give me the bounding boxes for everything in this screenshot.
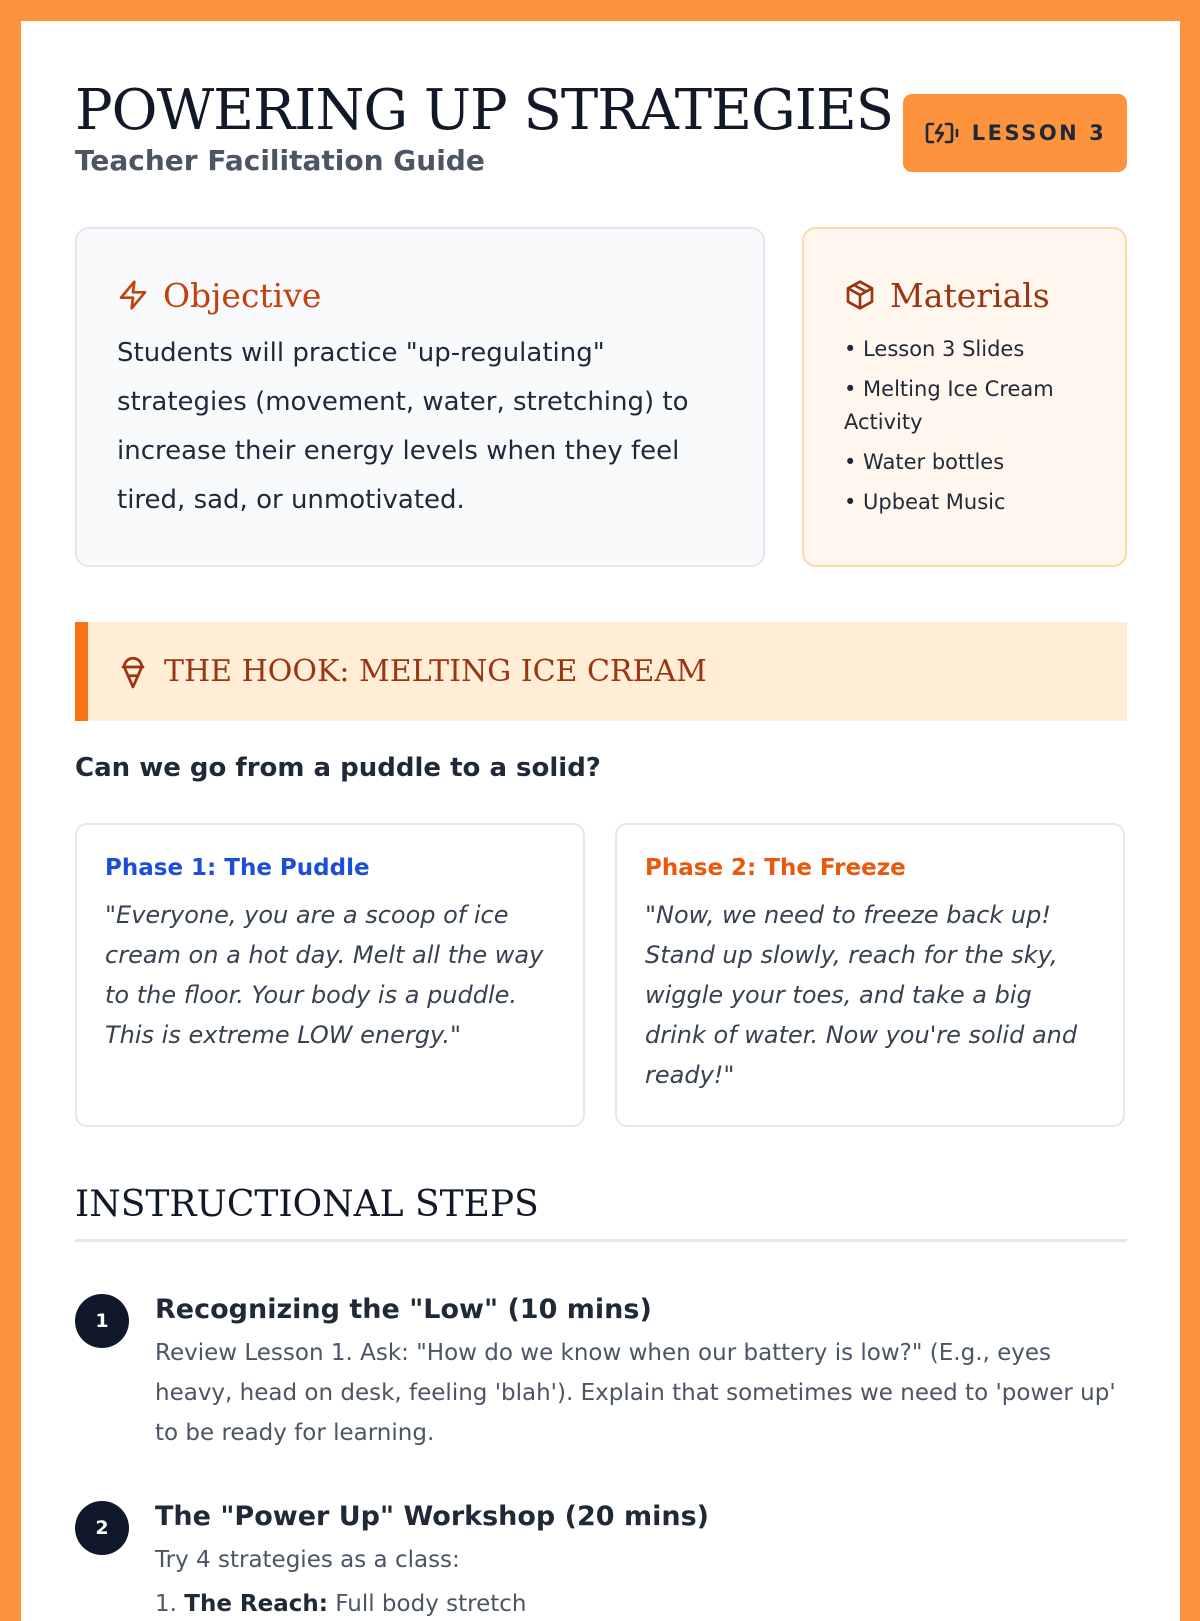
materials-item: • Melting Ice Cream Activity xyxy=(844,377,1054,434)
lesson-page xyxy=(21,21,1180,1621)
step-body xyxy=(155,1291,1127,1453)
materials-item: • Water bottles xyxy=(844,450,1005,474)
objective-text: Students will practice "up-regulating" strategies (movement, water, stretching) to increase their energy levels when they feel tired, sad, or unmotivated. xyxy=(117,338,689,515)
hook-heading: THE HOOK: MELTING ICE CREAM xyxy=(164,654,707,689)
page-title: POWERING UP STRATEGIES xyxy=(75,78,894,143)
lightning-icon xyxy=(117,279,149,311)
phase-quote: "Everyone, you are a scoop of ice cream on a hot day. Melt all the way to the floor. Your body is a puddle. This is extreme LOW energy." xyxy=(105,901,544,1049)
strategy-line xyxy=(155,1584,1127,1621)
lesson-badge-label: LESSON 3 xyxy=(971,121,1107,145)
objective-heading-label: Objective xyxy=(163,275,322,315)
objective-heading xyxy=(117,273,723,317)
hook-question: Can we go from a puddle to a solid? xyxy=(75,753,601,783)
step-number-badge: 2 xyxy=(75,1501,129,1555)
ice-cream-icon xyxy=(118,654,148,690)
step-title: The "Power Up" Workshop (20 mins) xyxy=(155,1501,709,1532)
objective-card xyxy=(75,227,765,567)
package-icon xyxy=(844,279,876,311)
battery-charging-icon xyxy=(924,120,960,146)
page-subtitle: Teacher Facilitation Guide xyxy=(75,144,485,177)
strategy-description: Full body stretch xyxy=(327,1591,527,1617)
phase-title: Phase 1: The Puddle xyxy=(105,855,370,881)
materials-item: • Upbeat Music xyxy=(844,490,1006,514)
step-title: Recognizing the "Low" (10 mins) xyxy=(155,1294,652,1325)
strategy-name: The Reach: xyxy=(184,1591,328,1617)
phase-quote: "Now, we need to freeze back up! Stand up slowly, reach for the sky, wiggle your toes, and take a big drink of water. Now you're solid and ready!" xyxy=(645,901,1078,1089)
materials-card xyxy=(802,227,1127,567)
materials-heading xyxy=(844,273,1085,317)
step-text: Review Lesson 1. Ask: "How do we know when our battery is low?" (E.g., eyes heavy, head on desk, feeling 'blah'). Explain that sometimes we need to 'power up' to be ready for learning. xyxy=(155,1340,1116,1446)
hook-banner xyxy=(75,622,1127,721)
lesson-badge xyxy=(903,94,1127,172)
step-item xyxy=(75,1498,1127,1621)
step-item xyxy=(75,1291,1127,1453)
phase-title: Phase 2: The Freeze xyxy=(645,855,906,881)
step-text: Try 4 strategies as a class: xyxy=(155,1547,460,1573)
step-number-badge: 1 xyxy=(75,1294,129,1348)
header xyxy=(75,79,1127,179)
materials-list xyxy=(844,333,1085,519)
phase-card-freeze xyxy=(615,823,1125,1127)
strategy-number: 1. xyxy=(155,1591,185,1617)
materials-item: • Lesson 3 Slides xyxy=(844,337,1025,361)
step-body xyxy=(155,1498,1127,1621)
phase-card-puddle xyxy=(75,823,585,1127)
steps-heading: INSTRUCTIONAL STEPS xyxy=(75,1184,1127,1242)
materials-heading-label: Materials xyxy=(890,275,1050,315)
